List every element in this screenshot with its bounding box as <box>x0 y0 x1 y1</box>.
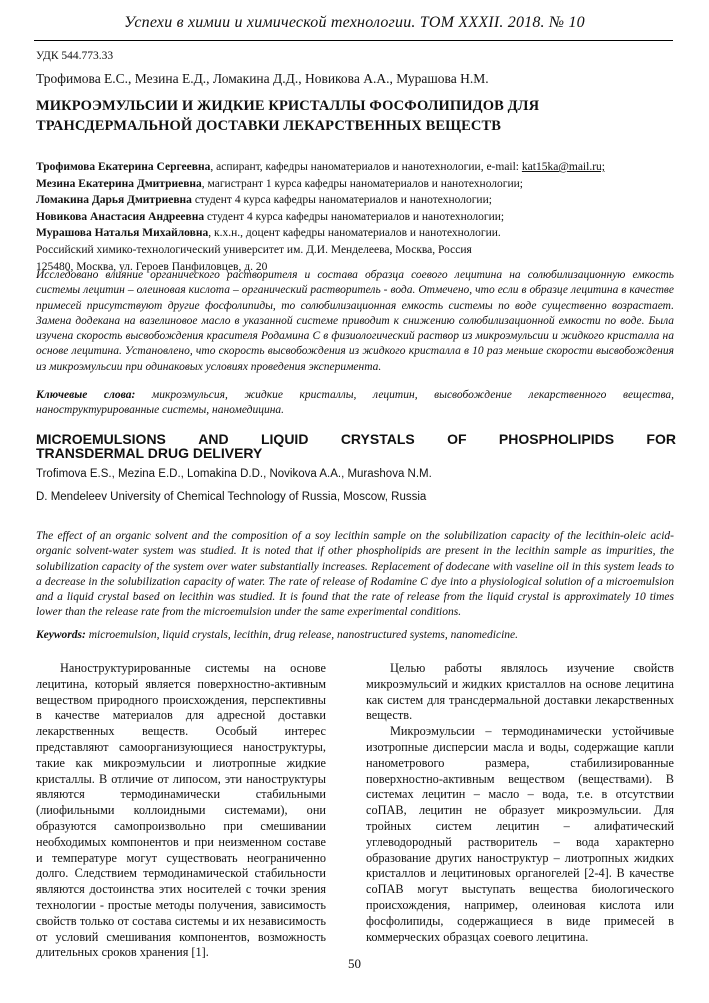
authors-ru: Трофимова Е.С., Мезина Е.Д., Ломакина Д.Д., Новикова А.А., Мурашова Н.М. <box>36 71 489 86</box>
keywords-ru-text: микроэмульсия, жидкие кристаллы, лецитин, высвобождение лекарственного вещества, наноструктурированные системы, наномедицина. <box>36 389 674 417</box>
title-ru-line-1: МИКРОЭМУЛЬСИИ И ЖИДКИЕ КРИСТАЛЛЫ ФОСФОЛИПИДОВ ДЛЯ <box>36 98 540 114</box>
author-name: Новикова Анастасия Андреевна <box>36 210 205 223</box>
affiliation-3 <box>36 192 676 209</box>
body-column-right <box>366 661 674 945</box>
keywords-en-text: microemulsion, liquid crystals, lecithin, drug release, nanostructured systems, nanomedicine. <box>85 629 518 641</box>
affiliations <box>36 159 676 275</box>
author-name: Мурашова Наталья Михайловна <box>36 227 209 240</box>
keywords-ru-label: Ключевые слова: <box>36 389 136 401</box>
title-en-line-1 <box>36 432 676 446</box>
keywords-ru <box>36 388 674 419</box>
author-position: студент 4 курса кафедры наноматериалов и нанотехнологии; <box>191 194 492 207</box>
keywords-en <box>36 628 674 643</box>
title-en-word: AND <box>198 431 229 447</box>
affiliation-4 <box>36 209 676 226</box>
university-ru: Российский химико-технологический университет им. Д.И. Менделеева, Москва, Россия <box>36 243 472 256</box>
affiliation-5 <box>36 225 676 242</box>
page-number: 50 <box>348 956 361 971</box>
university-en: D. Mendeleev University of Chemical Technology of Russia, Moscow, Russia <box>36 491 427 503</box>
title-en <box>36 432 676 460</box>
address-ru: 125480, Москва, ул. Героев Панфиловцев, д. 20 <box>36 260 268 273</box>
body-paragraph: Наноструктурированные системы на основе лецитина, который является поверхностно-активным веществом природного происхождения, перспективны в качестве материалов для адресной доставки лекарственных веществ. Особый интерес представляют самоорганизующиеся наноструктуры, такие как микроэмульсии и лиотропные жидкие кристаллы. В отличие от липосом, эти наноструктуры являются термодинамически стабильными (лиофильными коллоидными системами), они образуются самопроизвольно при смешивании необходимых компонентов и при неизменном составе и температуре могут существовать неограниченно долго. Следствием термодинамической стабильности являются достоинства этих носителей с точки зрения технологии - простые методы получения, зависимость свойств только от состава системы и их независимость от условий смешивания компонентов, возможность длительных сроков хранения [1]. <box>36 661 326 960</box>
affiliation-1 <box>36 159 676 176</box>
running-head: Успехи в химии и химической технологии. ТОМ XXXII. 2018. № 10 <box>124 14 585 31</box>
udc-code: УДК 544.773.33 <box>36 50 114 62</box>
keywords-en-label: Keywords: <box>36 629 86 641</box>
title-en-word: PHOSPHOLIPIDS <box>498 431 615 447</box>
title-ru-line-2: ТРАНСДЕРМАЛЬНОЙ ДОСТАВКИ ЛЕКАРСТВЕННЫХ ВЕЩЕСТВ <box>36 118 502 134</box>
author-email-link[interactable]: kat15ka@mail.ru; <box>521 161 605 173</box>
author-name: Ломакина Дарья Дмитриевна <box>36 194 192 207</box>
author-position: студент 4 курса кафедры наноматериалов и нанотехнологии; <box>204 210 505 223</box>
author-name: Трофимова Екатерина Сергеевна <box>36 161 211 173</box>
affiliation-2 <box>36 176 676 193</box>
body-column-left <box>36 661 326 961</box>
title-en-word: CRYSTALS <box>340 431 415 447</box>
title-ru <box>36 96 676 136</box>
title-en-line-2: TRANSDERMAL DRUG DELIVERY <box>36 445 263 461</box>
header-rule <box>34 40 673 41</box>
body-paragraph: Микроэмульсии – термодинамически устойчивые изотропные дисперсии масла и воды, содержащие капли нанометрового размера, стабилизированные поверхностно-активным веществом (веществами). В системах лецитин – масло – вода, т.е. в отсутствии соПАВ, лецитин не образует микроэмульсии. Для тройных систем лецитин – алифатический углеводородный растворитель – вода характерно образование других наноструктур – лиотропных жидких кристаллов и лецитиновых органогелей [2-4]. В качестве соПАВ могут выступать вещества биологического происхождения, например, олеиновая кислота или фосфолипиды, содержащиеся в виде примесей в коммерческих образцах соевого лецитина. <box>366 724 674 944</box>
title-en-word: MICROEMULSIONS <box>36 431 166 447</box>
abstract-ru: Исследовано влияние органического растворителя и состава образца соевого лецитина на солюбилизационную емкость системы лецитин – олеиновая кислота – органический растворитель - вода. Отмечено, что если в образце лецитина в качестве примесей присутствуют другие фосфолипиды, то солюбилизационная емкость системы по воде существенно возрастает. Замена додекана на вазелиновое масло в указанной системе приводит к снижению солюбилизационной емкости по воде. Была изучена скорость высвобождения красителя Родамина С в физиологический раствор из микроэмульсии и жидкого кристалла на основе лецитина. Установлено, что скорость высвобождения из жидкого кристалла в 10 раз меньше скорости высвобождения из микроэмульсии при одинаковых условиях проведения эксперимента. <box>36 269 674 373</box>
title-en-word: FOR <box>646 431 676 447</box>
title-en-word: OF <box>447 431 467 447</box>
authors-en: Trofimova E.S., Mezina E.D., Lomakina D.D., Novikova A.A., Murashova N.M. <box>36 468 432 480</box>
abstract-en: The effect of an organic solvent and the composition of a soy lecithin sample on the solubilization capacity of the lecithin-oleic acid-organic solvent-water system was studied. It is noted that if other phospholipids are present in the lecithin sample as impurities, the solubilization capacity of the system over water substantially increases. Replacement of dodecane with vaseline oil in this system leads to a decrease in the solubilization capacity of water. The rate of release of Rodamine C dye into a physiological solution of a microemulsion and a liquid crystal based on lecithin was studied. It is found that the rate of release from the liquid crystal is approximately 10 times lower than the release rate from the microemulsion under the same experimental conditions. <box>36 530 674 619</box>
title-en-word: LIQUID <box>260 431 309 447</box>
author-position: , аспирант, кафедры наноматериалов и нанотехнологии, e-mail: <box>210 161 522 173</box>
author-position: , магистрант 1 курса кафедры наноматериалов и нанотехнологии; <box>201 177 523 190</box>
author-name: Мезина Екатерина Дмитриевна <box>36 177 202 190</box>
body-paragraph: Целью работы являлось изучение свойств микроэмульсий и жидких кристаллов на основе лецитина как систем для трансдермальной доставки лекарственных веществ. <box>366 661 674 723</box>
author-position: , к.х.н., доцент кафедры наноматериалов и нанотехнологии. <box>208 227 501 240</box>
